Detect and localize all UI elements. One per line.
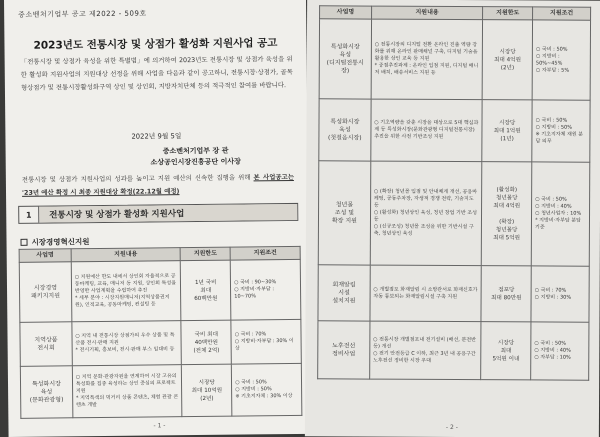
program-name-cell: 노후전선 정비사업 [318,321,370,379]
program-condition-cell: ○ 국비 : 50% ○ 지방비 : 50% ※ 기초지자체 재원 분담 의무 [532,100,590,162]
program-name-cell: 청년몰 조성 및 확장 지원 [318,161,370,265]
header-content: 지원내용 [71,248,181,262]
header-condition: 지원조건 [230,246,300,260]
program-content-cell: ○ 지역 내 전통시장 상점가의 우수 상품 및 특산품 전시·판매 지원 * 전시기획, 홍보비, 전시·판매 부스 임대비 등 [72,321,182,366]
program-condition-cell: ○ 국비 : 50% ○ 지방비 : 50% ※ 기초지자체 : 30% 이상 [231,363,301,416]
budget-notice-text: 전통시장 및 상점가 지원사업의 성과를 높이고 지원 예산의 신속한 집행을 위해 [21,173,254,184]
program-name-cell: 특성화시장 육성 (문화관광형) [20,366,72,419]
program-content-cell: ○ 전통시장의 디지털 전환 온라인 진출 역량 강화를 위해 온라인 판매채널 구축, 디지털 기술을 활용한 상인 교육 등 지원 * 중점추진과제 : 온라인 입점 지원, 디지털 매니저 배치, 배송서비스 지원 등 [371,19,483,100]
document-page-left [4,0,311,437]
program-content-cell: ○ 지원예산 한도 내에서 상인회 자율적으로 공동마케팅, 교육, 매니저 등 지원, 상인회 특성을 반영한 사업계획을 수립하여 추진 * 세부 분야 : 시장지원매니저(지역상품권지원), 인적교육, 공동마케팅, 컨설팅 등 [71,261,181,322]
square-bullet-icon [21,239,28,246]
program-content-cell: ○ 전통시장 개별점포내 전기설비 (배선, 분전반 등) 개선 ○ 전기 안전등급 C 이하, 최근 3년 내 공용구간 노후전선 정비한 시장 우대 [369,321,481,380]
program-content-cell: ○ 기초역량을 갖춘 시장을 대상으로 5대 핵심과제 등 특성화시장(문화관광형 디지털전통시장) 추진을 위한 사전 기반조성 지원 [371,99,483,162]
header-content: 지원내용 [371,6,483,20]
header-limit: 지원한도 [180,247,230,261]
table-row [19,259,301,322]
section-number: 1 [19,207,39,223]
program-name-cell: 특성화시장 육성 (디지털전통시장) [319,19,371,99]
program-limit-cell: 시장당 최대 10억원 (2년) [182,364,232,417]
announcement-date: 2022년 9월 5일 [131,132,182,141]
program-limit-cell: 1년 국비 최대 60백만원 [181,260,231,321]
section-title: 전통시장 및 상점가 활성화 지원사업 [39,204,297,223]
subsection-title-text: 시장경영혁신지원 [31,237,90,247]
program-condition-cell: ○ 국비 : 70% ○ 지방비·자부담 : 30% 이상 [231,319,301,364]
header-program: 사업명 [320,6,372,19]
org-line-ministry: 중소벤처기업부 장 관 [162,146,229,156]
issuing-organizations [96,145,296,169]
table-row [318,161,590,266]
support-program-table-left [19,246,303,419]
table-row [319,99,590,162]
table-row [319,19,590,100]
program-condition-cell: ○ 국비 : 50% ○ 지방비 : 40% ○ 자부담 : 10% [531,322,589,380]
program-name-cell: 시장경영 패키지지원 [19,262,71,323]
program-name-cell: 특성화시장 육성 (첫걸음시장) [319,99,371,161]
header-condition: 지원조건 [533,7,591,20]
program-limit-cell: 시장당 최대 5억원 이내 [481,322,531,380]
header-program: 사업명 [19,249,71,263]
subsection-title [20,236,89,248]
program-name-cell: 회재알림 시설 설치지원 [318,265,370,321]
org-line-agency: 소상공인시장진흥공단 이사장 [150,157,241,167]
notice-number: 중소벤처기업부 공고 제2022 - 509호 [18,9,147,19]
program-limit-cell: (활성화) 청년몰당 최대 4억원 (확장) 청년몰당 최대 5억원 [482,162,532,266]
program-content-cell: ○ (확장) 청년몰 입점 및 안내체계 개선, 공용마케팅, 공동주차장, 자생적 경쟁 전략, 기술지도 등 ○ (활성화) 청년상인 육성, 청년 창업 기반 조성 등 ○ (신규조성) 청년몰 조성을 위한 기반시설 구축, 청년상인 육성 [370,161,482,266]
program-condition-cell: ○ 국비 : 90~30% ○ 지방비·자부담 : 10~70% [230,259,300,320]
table-row [20,319,301,366]
document-title: 2023년도 전통시장 및 상점가 활성화 지원사업 공고 [33,37,278,52]
program-limit-cell: 점포당 최대 80만원 [481,266,531,322]
program-limit-cell: 시장당 최대 4억원 (2년) [482,20,532,100]
section-header [18,203,298,224]
budget-notice-paragraph [22,171,294,200]
header-limit: 지원한도 [483,7,533,20]
intro-paragraph: 「전통시장 및 상점가 육성을 위한 특별법」에 의거하여 2023년도 전통시장 및 상점가 육성을 위한 활성화 지원사업의 지원대상 선정을 위해 사업을 다음과 같이 공고하니, 전통시장·상점가, 골목형상점가 및 전통시장활성화구역 상인 및 상인회, 지방자치단체 등의 적극적인 참여를 바랍니다. [20,54,293,92]
program-content-cell: ○ 지역 문화·관광자원을 연계하여 시장 고유의 특성화를 집중 육성하는 상인 중심의 프로젝트 지원 * 지역특색의 먹거리 상품 콘텐츠, 체험 관광 콘텐츠 개발 [72,365,182,418]
table-row [318,265,589,322]
page-number: - 1 - [153,422,166,430]
program-name-cell: 지역상품 전시회 [20,322,72,367]
program-content-cell: ○ 개별점포 화재알림 시 소방관서로 화재신호가 자동 통보되는 화재알림시설 구축 지원 [370,265,482,322]
program-condition-cell: ○ 국비 : 50% ○ 지방비 : 40% ○ 청년사업자 : 10% * 지방비·자부담 분담 기준 [531,162,589,266]
table-row [318,321,589,380]
budget-notice-highlight: 본 사업공고는 '23년 예산 확정 시 최종 지원대상 확정(22.12월 예정) [21,172,294,197]
support-program-table-right [317,5,591,380]
page-number: - 2 - [445,423,458,432]
program-limit-cell: 국비 최대 40백만원 (전체 2억) [181,320,231,365]
program-limit-cell: 시장당 최대 1억원 (1년) [482,100,532,162]
program-condition-cell: ○ 국비 : 70% ○ 지방비 : 30% [531,266,589,322]
program-condition-cell: ○ 국비 : 50% ○ 지방비 : 50%~45% ○ 자부담 : 5% [532,20,590,100]
table-row [20,363,302,418]
document-page-right [305,0,600,437]
